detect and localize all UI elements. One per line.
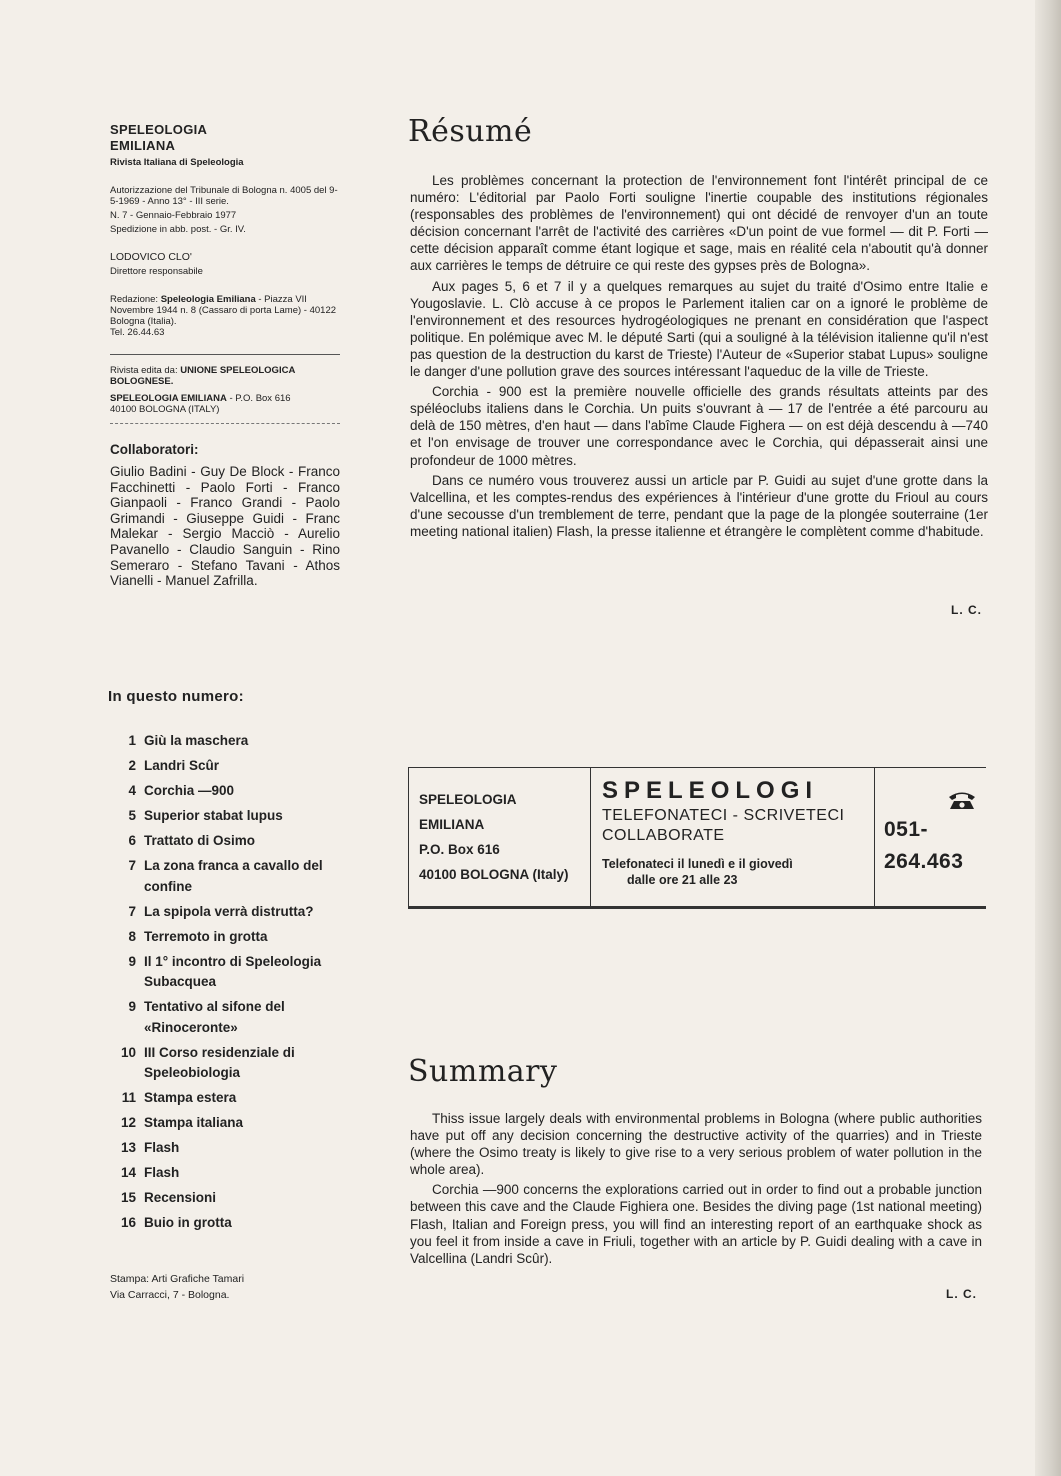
publisher-block	[110, 365, 340, 387]
collaborators-list: Giulio Badini - Guy De Block - Franco Facchinetti - Paolo Forti - Franco Gianpaoli - Franco Grandi - Paolo Grimandi - Giuseppe Guidi - Franc Malekar - Sergio Macciò - Aurelio Pavanello - Claudio Sanguin - Rino Semeraro - Stefano Tavani - Athos Vianelli - Manuel Zafrilla.	[110, 464, 340, 589]
magazine-title-line1: SPELEOLOGIA	[110, 122, 208, 137]
resume-paragraph: Les problèmes concernant la protection de l'environnement font l'intérêt principal de ce numéro: L'éditorial par Paolo Forti souligne l'inertie coupable des institutions régionales (responsables des problèmes de l'environnement) qui ont décidé de renvoyer d'un an toute décision concernant l'arrêt de l'activité des carrières «D'un point de vue formel — dit P. Forti — cette décision apparaît comme étant logique et sage, mais en réalité cela n'aboutit qu'à donner aux carrières le temps de détruire ce qui reste des gypses près de Bologna».	[410, 173, 988, 274]
toc-page-number: 6	[128, 833, 136, 848]
toc-item	[105, 731, 345, 752]
redazione-label: Redazione:	[110, 294, 159, 305]
toc-item	[105, 1163, 345, 1184]
toc-title: Corchia —900	[144, 783, 235, 798]
summary-paragraph: Corchia —900 concerns the explorations carried out in order to find out a probable junction between this cave and the Claude Fighiera one. Besides the diving page (1st national meeting) Flash, Italian and Foreign press, you will find an interesting report of an earthquake shock as you feel it from inside a cave in Friuli, together with an article by P. Guidi dealing with a cave in Valcellina (Landri Scûr).	[410, 1182, 982, 1266]
toc-item	[105, 806, 345, 827]
toc-page-number: 9	[128, 953, 136, 969]
toc-page-number: 12	[120, 1115, 136, 1130]
telephone-text: Tel. 26.44.63	[110, 327, 165, 338]
toc-title: Terremoto in grotta	[144, 928, 268, 944]
toc-title: Flash	[144, 1140, 180, 1155]
toc-page-number: 11	[121, 1090, 136, 1105]
advert-line: COLLABORATE	[602, 827, 725, 844]
toc-title: Giù la maschera	[144, 733, 249, 748]
advert-hours-line: Telefonateci il lunedì e il giovedì	[602, 857, 793, 871]
printer-info	[110, 1271, 244, 1303]
summary-body	[410, 1110, 982, 1267]
toc-item	[105, 1138, 345, 1159]
redazione-block	[110, 294, 340, 327]
toc-title: Buio in grotta	[144, 1215, 232, 1230]
toc-title: La zona franca a cavallo del confine	[144, 858, 323, 894]
printer-line2: Via Carracci, 7 - Bologna.	[110, 1289, 230, 1301]
toc-title: Trattato di Osimo	[144, 833, 256, 848]
resume-paragraph: Corchia - 900 est la première nouvelle officielle des grands résultats atteints par des spéléoclubs italiens dans le Corchia. Un puits s'ouvrant à — 17 de l'entrée a été parcouru au delà de 150 mètres, d'en haut — dans l'abîme Claude Fighera — on est déjà descendu à —740 et l'on envisage de trouver une correspondance avec le Corchia, qui dépasserait ainsi une profondeur de 1000 mètres.	[410, 384, 988, 468]
toc-page-number: 13	[120, 1140, 136, 1155]
advert-line: TELEFONATECI - SCRIVETECI	[602, 807, 845, 824]
divider	[110, 423, 340, 424]
advert-address-line: SPELEOLOGIA	[419, 792, 517, 807]
table-of-contents	[105, 731, 345, 1238]
publisher-label: Rivista edita da:	[110, 365, 178, 376]
phone-number	[884, 814, 986, 878]
resume-paragraph: Aux pages 5, 6 et 7 il y a quelques remarques au sujet du traité d'Osimo entre Italie e Yougoslavie. L. Clò accuse à ce propos le Parlement italien car on a ignoré le problème de l'environnement et des resources hydrogéologiques ne prenant en considération que l'aspect politique. En polémique avec M. le député Sarti (qui a souligné à la télévision italienne qu'il n'est pas question de la destruction du karst de Trieste) l'Auteur de «Superior stabat Lupus» souligne le danger d'une pollution grave des sources intéressant l'aqueduc de la ville de Trieste.	[410, 278, 988, 380]
director-name: LODOVICO CLO'	[110, 251, 192, 263]
advert-address-line: 40100 BOLOGNA (Italy)	[419, 867, 569, 882]
toc-item	[105, 952, 345, 993]
advert-phone	[875, 768, 986, 906]
resume-body	[410, 172, 988, 540]
magazine-title-line2: EMILIANA	[110, 138, 176, 153]
toc-page-number: 16	[120, 1215, 136, 1230]
resume-paragraph: Dans ce numéro vous trouverez aussi un article par P. Guidi au sujet d'une grotte dans la Valcellina, et les comptes-rendus des expériences à l'intérieur d'une grotte du Frioul au cours d'une secousse d'un tremblement de terre, pendant que la page de la plongée souterraine (1er meeting national italien) Flash, la presse italienne et étrangère le complètent comme d'habitude.	[410, 472, 988, 539]
resume-heading: Résumé	[408, 114, 533, 149]
summary-signature: L. C.	[946, 1287, 977, 1301]
toc-item	[105, 831, 345, 852]
toc-page-number: 9	[128, 999, 136, 1014]
resume-signature: L. C.	[951, 603, 982, 617]
summary-paragraph: Thiss issue largely deals with environmental problems in Bologna (where public authorities have put off any decision concerning the destructive activity of the quarries) and in Trieste (where the Osimo treaty is likely to give rise to a very serious problem of water pollution in the whole area).	[410, 1111, 982, 1178]
toc-page-number: 4	[128, 783, 136, 798]
toc-page-number: 5	[128, 808, 136, 823]
toc-title: La spipola verrà distrutta?	[144, 903, 314, 919]
toc-item	[105, 1113, 345, 1134]
authorization-text: Autorizzazione del Tribunale di Bologna n. 4005 del 9-5-1969 - Anno 13° - III serie.	[110, 185, 338, 207]
toc-page-number: 7	[128, 858, 136, 873]
redazione-address: - Piazza VII Novembre 1944 n. 8 (Cassaro di porta Lame) - 40122 Bologna (Italia).	[110, 294, 337, 327]
toc-page-number: 7	[128, 903, 136, 919]
toc-title: Stampa estera	[144, 1090, 237, 1105]
toc-item	[105, 756, 345, 777]
toc-title: Stampa italiana	[144, 1115, 244, 1130]
toc-page-number: 1	[128, 733, 136, 748]
collaborators-heading: Collaboratori:	[110, 442, 199, 457]
toc-page-number: 8	[128, 928, 136, 944]
toc-item	[105, 1213, 345, 1234]
magazine-subtitle: Rivista Italiana di Speleologia	[110, 157, 244, 168]
toc-item	[105, 1088, 345, 1109]
toc-title: III Corso residenziale di Speleobiologia	[144, 1044, 295, 1080]
toc-page-number: 2	[128, 758, 136, 773]
divider	[110, 354, 340, 355]
telephone-icon	[947, 790, 977, 810]
masthead	[110, 122, 340, 589]
advert-title: SPELEOLOGI	[602, 777, 819, 804]
redazione-name: Speleologia Emiliana	[160, 294, 256, 305]
toc-title: Flash	[144, 1165, 180, 1180]
toc-title: Tentativo al sifone del «Rinoceronte»	[144, 999, 285, 1035]
toc-title: Recensioni	[144, 1190, 217, 1205]
toc-item	[105, 902, 345, 923]
advert-address-line: P.O. Box 616	[419, 842, 500, 857]
advert-hours	[602, 856, 874, 888]
toc-item	[105, 1043, 345, 1084]
phone-number-part: 264.463	[884, 850, 964, 873]
pobox-city: 40100 BOLOGNA (ITALY)	[110, 404, 220, 415]
advert-address-line: EMILIANA	[419, 817, 485, 832]
advert-message	[591, 768, 875, 906]
advert-hours-line: dalle ore 21 alle 23	[627, 873, 738, 887]
pobox-name: SPELEOLOGIA EMILIANA	[110, 393, 227, 404]
advert-address	[408, 768, 591, 906]
shipping-text: Spedizione in abb. post. - Gr. IV.	[110, 224, 246, 235]
toc-item	[105, 997, 345, 1038]
toc-page-number: 15	[120, 1190, 136, 1205]
phone-number-part: 051-	[884, 818, 929, 841]
toc-heading: In questo numero:	[108, 688, 244, 705]
toc-item	[105, 1188, 345, 1209]
pobox-block	[110, 393, 340, 404]
toc-item	[105, 927, 345, 948]
page-edge	[1035, 0, 1061, 1476]
toc-title: Landri Scûr	[144, 758, 220, 773]
toc-page-number: 10	[120, 1044, 136, 1060]
toc-item	[105, 781, 345, 802]
pobox-line: - P.O. Box 616	[229, 393, 291, 404]
toc-title: Superior stabat lupus	[144, 808, 283, 823]
toc-title: Il 1° incontro di Speleologia Subacquea	[144, 953, 322, 989]
summary-heading: Summary	[408, 1054, 558, 1089]
publisher-name: UNIONE SPELEOLOGICA BOLOGNESE.	[110, 365, 295, 387]
toc-page-number: 14	[120, 1165, 136, 1180]
director-role: Direttore responsabile	[110, 266, 203, 277]
issue-text: N. 7 - Gennaio-Febbraio 1977	[110, 210, 237, 221]
toc-item	[105, 856, 345, 897]
advert-box	[408, 767, 986, 909]
printer-line1: Stampa: Arti Grafiche Tamari	[110, 1273, 245, 1285]
